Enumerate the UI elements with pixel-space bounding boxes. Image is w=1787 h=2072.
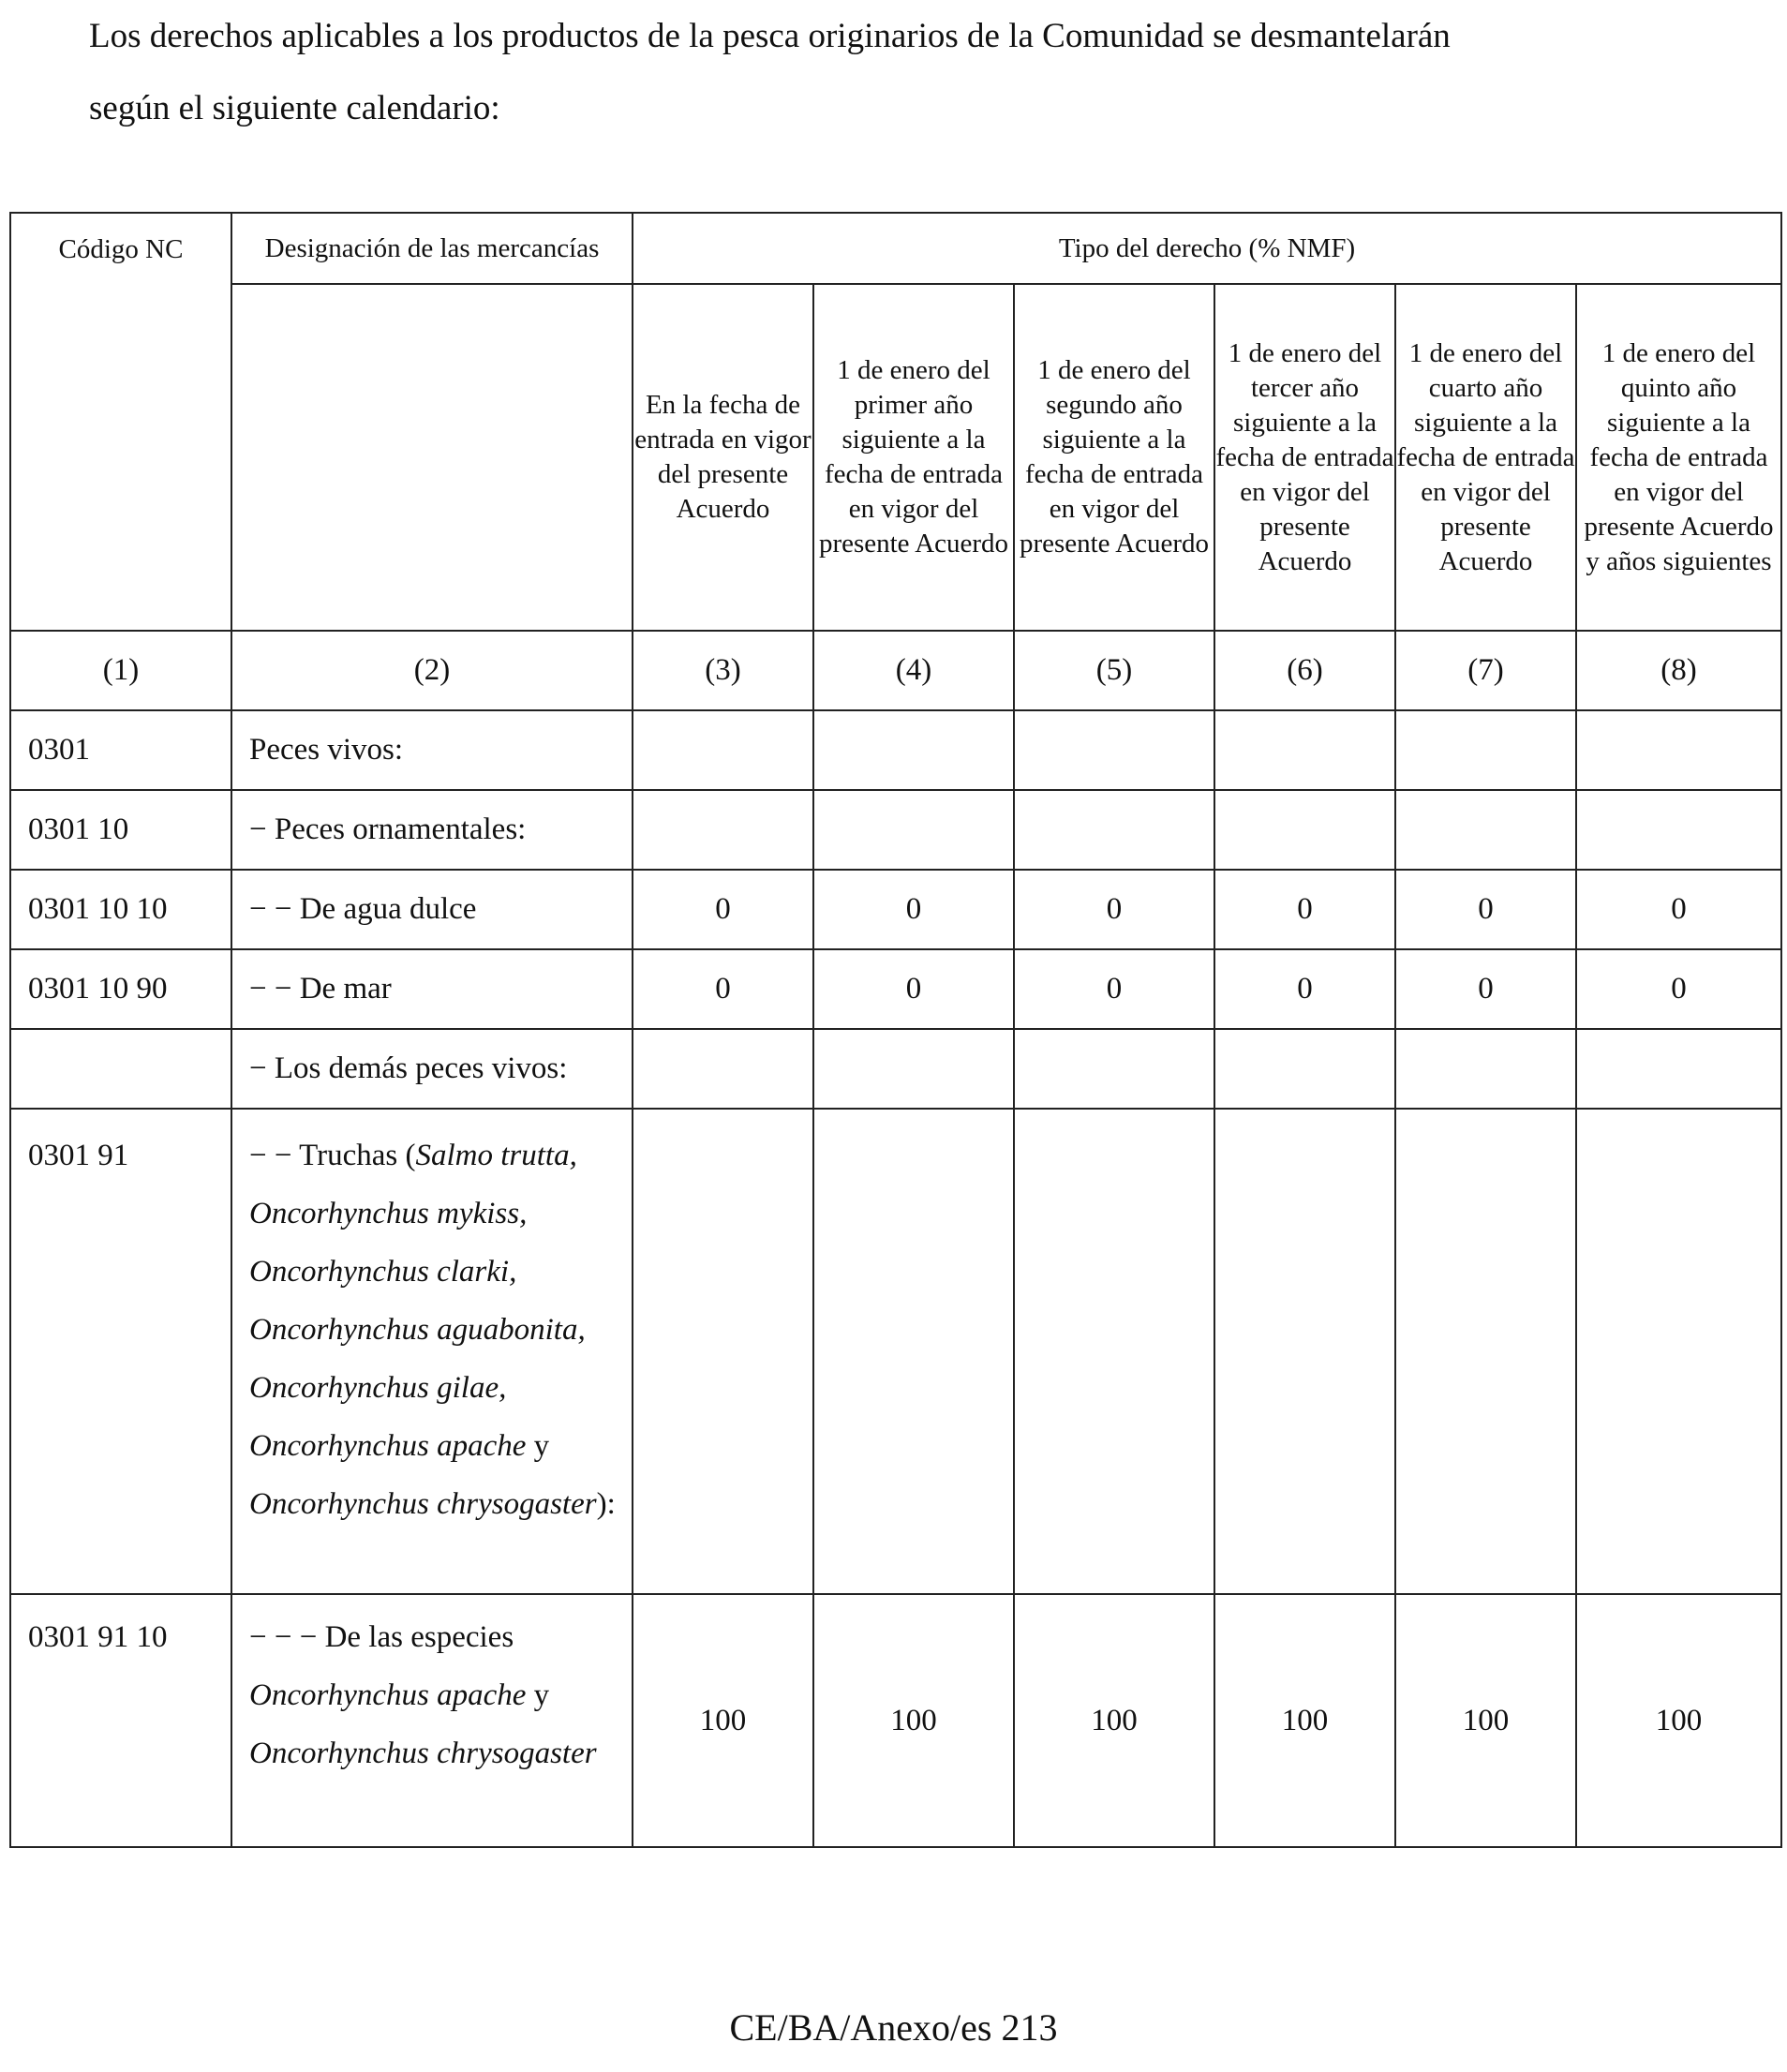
cn-code: 0301 10 [10,790,231,870]
duty-value: 0 [633,949,813,1029]
duty-value [633,1109,813,1594]
tariff-table [9,212,1782,1848]
duty-value: 0 [1576,949,1781,1029]
header-designation-blank [231,284,633,631]
duty-value [1395,710,1576,790]
header-designation: Designación de las mercancías [231,213,633,284]
cn-code: 0301 91 10 [10,1594,231,1847]
duty-value: 100 [813,1594,1014,1847]
duty-value: 100 [1395,1594,1576,1847]
duty-value [1576,790,1781,870]
duty-value: 0 [1214,949,1395,1029]
duty-value [633,790,813,870]
duty-value: 0 [1395,949,1576,1029]
duty-value: 100 [1214,1594,1395,1847]
column-number: (5) [1014,631,1214,710]
duty-value [1214,1029,1395,1109]
table-row [10,870,1781,949]
duty-value: 100 [1014,1594,1214,1847]
duty-value: 0 [813,949,1014,1029]
header-stage-6: 1 de enero del tercer año siguiente a la fecha de entrada en vigor del presente Acuerdo [1214,284,1395,631]
column-number: (4) [813,631,1014,710]
page-footer: CE/BA/Anexo/es 213 [729,2006,1058,2049]
table-row [10,1109,1781,1594]
goods-description: Peces vivos: [231,710,633,790]
goods-description: − Peces ornamentales: [231,790,633,870]
duty-value: 0 [1014,870,1214,949]
column-number: (8) [1576,631,1781,710]
cn-code: 0301 10 10 [10,870,231,949]
duty-value [1014,710,1214,790]
duty-value [813,790,1014,870]
goods-description: − − De mar [231,949,633,1029]
duty-value [1214,710,1395,790]
table-row [10,1594,1781,1847]
cn-code: 0301 91 [10,1109,231,1594]
duty-value [1395,1109,1576,1594]
duty-value [1576,1109,1781,1594]
duty-value [1014,1109,1214,1594]
goods-description: − Los demás peces vivos: [231,1029,633,1109]
header-stage-3: En la fecha de entrada en vigor del presente Acuerdo [633,284,813,631]
cn-code: 0301 [10,710,231,790]
duty-value: 0 [1214,870,1395,949]
intro-line-1: Los derechos aplicables a los productos de la pesca originarios de la Comunidad se desmantelarán [89,17,1451,55]
duty-value [1576,1029,1781,1109]
column-number: (2) [231,631,633,710]
table-row [10,710,1781,790]
header-stage-5: 1 de enero del segundo año siguiente a la fecha de entrada en vigor del presente Acuerdo [1014,284,1214,631]
header-code: Código NC [10,213,231,631]
duty-value [1214,790,1395,870]
table-row [10,1029,1781,1109]
cn-code: 0301 10 90 [10,949,231,1029]
duty-value [633,710,813,790]
duty-value [1395,790,1576,870]
column-number-row [10,631,1781,710]
table-row [10,949,1781,1029]
duty-value [1014,790,1214,870]
goods-description: − − − De las especies Oncorhynchus apache y Oncorhynchus chrysogaster [231,1594,633,1847]
table-row [10,790,1781,870]
duty-value: 0 [1395,870,1576,949]
cn-code [10,1029,231,1109]
duty-value [813,710,1014,790]
duty-value: 100 [1576,1594,1781,1847]
duty-value [1214,1109,1395,1594]
duty-value: 0 [1014,949,1214,1029]
duty-value [813,1109,1014,1594]
goods-description: − − Truchas (Salmo trutta, Oncorhynchus mykiss, Oncorhynchus clarki, Oncorhynchus aguabonita, Oncorhynchus gilae, Oncorhynchus apache y Oncorhynchus chrysogaster): [231,1109,633,1594]
duty-value [813,1029,1014,1109]
duty-value [1395,1029,1576,1109]
header-stage-7: 1 de enero del cuarto año siguiente a la fecha de entrada en vigor del presente Acuerdo [1395,284,1576,631]
intro-paragraph [89,0,1738,144]
column-number: (1) [10,631,231,710]
duty-value [1014,1029,1214,1109]
goods-description: − − De agua dulce [231,870,633,949]
intro-line-2: según el siguiente calendario: [89,89,500,127]
duty-value: 0 [813,870,1014,949]
duty-value: 0 [1576,870,1781,949]
column-number: (7) [1395,631,1576,710]
column-number: (6) [1214,631,1395,710]
header-duty-type: Tipo del derecho (% NMF) [633,213,1781,284]
header-stage-8: 1 de enero del quinto año siguiente a la fecha de entrada en vigor del presente Acuerdo y años siguientes [1576,284,1781,631]
duty-value: 100 [633,1594,813,1847]
duty-value [1576,710,1781,790]
column-number: (3) [633,631,813,710]
duty-value: 0 [633,870,813,949]
header-stage-4: 1 de enero del primer año siguiente a la fecha de entrada en vigor del presente Acuerdo [813,284,1014,631]
duty-value [633,1029,813,1109]
